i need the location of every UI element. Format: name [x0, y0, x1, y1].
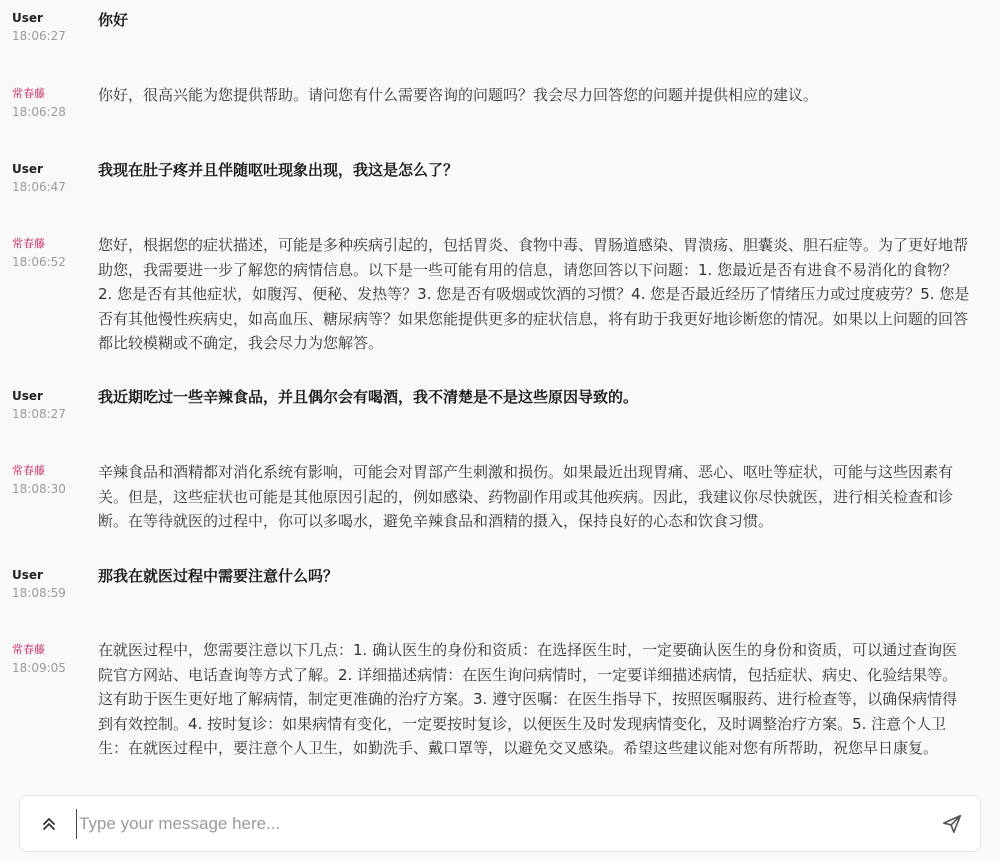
message-composer: [19, 795, 981, 852]
sender-name: 常春藤: [12, 237, 45, 250]
timestamp: 18:06:47: [12, 180, 66, 194]
message-meta: [12, 10, 92, 44]
sender-name: 常春藤: [12, 643, 45, 656]
timestamp: 18:08:27: [12, 407, 66, 421]
timestamp: 18:06:52: [12, 255, 66, 269]
sender-name: User: [12, 389, 43, 403]
sender-name: User: [12, 162, 43, 176]
timestamp: 18:08:30: [12, 482, 66, 496]
message-meta: [12, 388, 92, 422]
sender-name: 常春藤: [12, 87, 45, 100]
message-text: 您好，根据您的症状描述，可能是多种疾病引起的，包括胃炎、食物中毒、胃肠道感染、胃溃疡、胆囊炎、胆石症等。为了更好地帮助您，我需要进一步了解您的病情信息。以下是一些可能有用的信息，请您回答以下问题：1. 您最近是否有进食不易消化的食物？2. 您是否有其他症状，如腹泻、便秘、发热等？3. 您是否有吸烟或饮酒的习惯？4. 您是否最近经历了情绪压力或过度疲劳？5. 您是否有其他慢性疾病史，如高血压、糖尿病等？如果您能提供更多的症状信息，将有助于我更好地诊断您的情况。如果以上问题的回答都比较模糊或不确定，我会尽力为您解答。: [98, 236, 970, 352]
sender-name: 常春藤: [12, 464, 45, 477]
message-meta: [12, 463, 92, 497]
message-input[interactable]: [76, 809, 916, 839]
message-text: 我近期吃过一些辛辣食品，并且偶尔会有喝酒，我不清楚是不是这些原因导致的。: [98, 388, 639, 406]
timestamp: 18:09:05: [12, 661, 66, 675]
message-text: 那我在就医过程中需要注意什么吗？: [98, 567, 339, 585]
message-text: 你好，很高兴能为您提供帮助。请问您有什么需要咨询的问题吗？我会尽力回答您的问题并提供相应的建议。: [98, 86, 819, 104]
message-text: 在就医过程中，您需要注意以下几点：1. 确认医生的身份和资质：在选择医生时，一定要确认医生的身份和资质，可以通过查询医院官方网站、电话查询等方式了解。2. 详细描述病情：在医生询问病情时，一定要详细描述病情，包括症状、病史、化验结果等。这有助于医生更好地了解病情，制定更准确的治疗方案。3. 遵守医嘱：在医生指导下，按照医嘱服药、进行检查等，以确保病情得到有效控制。4. 按时复诊：如果病情有变化，一定要按时复诊，以便医生及时发现病情变化，及时调整治疗方案。5. 注意个人卫生：在就医过程中，要注意个人卫生，如勤洗手、戴口罩等，以避免交叉感染。希望这些建议能对您有所帮助，祝您早日康复。: [98, 641, 958, 757]
message-meta: [12, 642, 92, 676]
timestamp: 18:08:59: [12, 586, 66, 600]
message-meta: [12, 161, 92, 195]
paper-plane-icon[interactable]: [940, 812, 964, 836]
message-meta: [12, 86, 92, 120]
message-meta: [12, 236, 92, 270]
message-text: 你好: [98, 11, 129, 29]
message-text: 辛辣食品和酒精都对消化系统有影响，可能会对胃部产生刺激和损伤。如果最近出现胃痛、恶心、呕吐等症状，可能与这些因素有关。但是，这些症状也可能是其他原因引起的，例如感染、药物副作用或其他疾病。因此，我建议你尽快就医，进行相关检查和诊断。在等待就医的过程中，你可以多喝水，避免辛辣食品和酒精的摄入，保持良好的心态和饮食习惯。: [98, 463, 954, 530]
message-text: 我现在肚子疼并且伴随呕吐现象出现，我这是怎么了？: [98, 161, 459, 179]
double-chevron-up-icon[interactable]: [38, 813, 60, 835]
message-meta: [12, 567, 92, 601]
sender-name: User: [12, 568, 43, 582]
timestamp: 18:06:27: [12, 29, 66, 43]
timestamp: 18:06:28: [12, 105, 66, 119]
sender-name: User: [12, 11, 43, 25]
